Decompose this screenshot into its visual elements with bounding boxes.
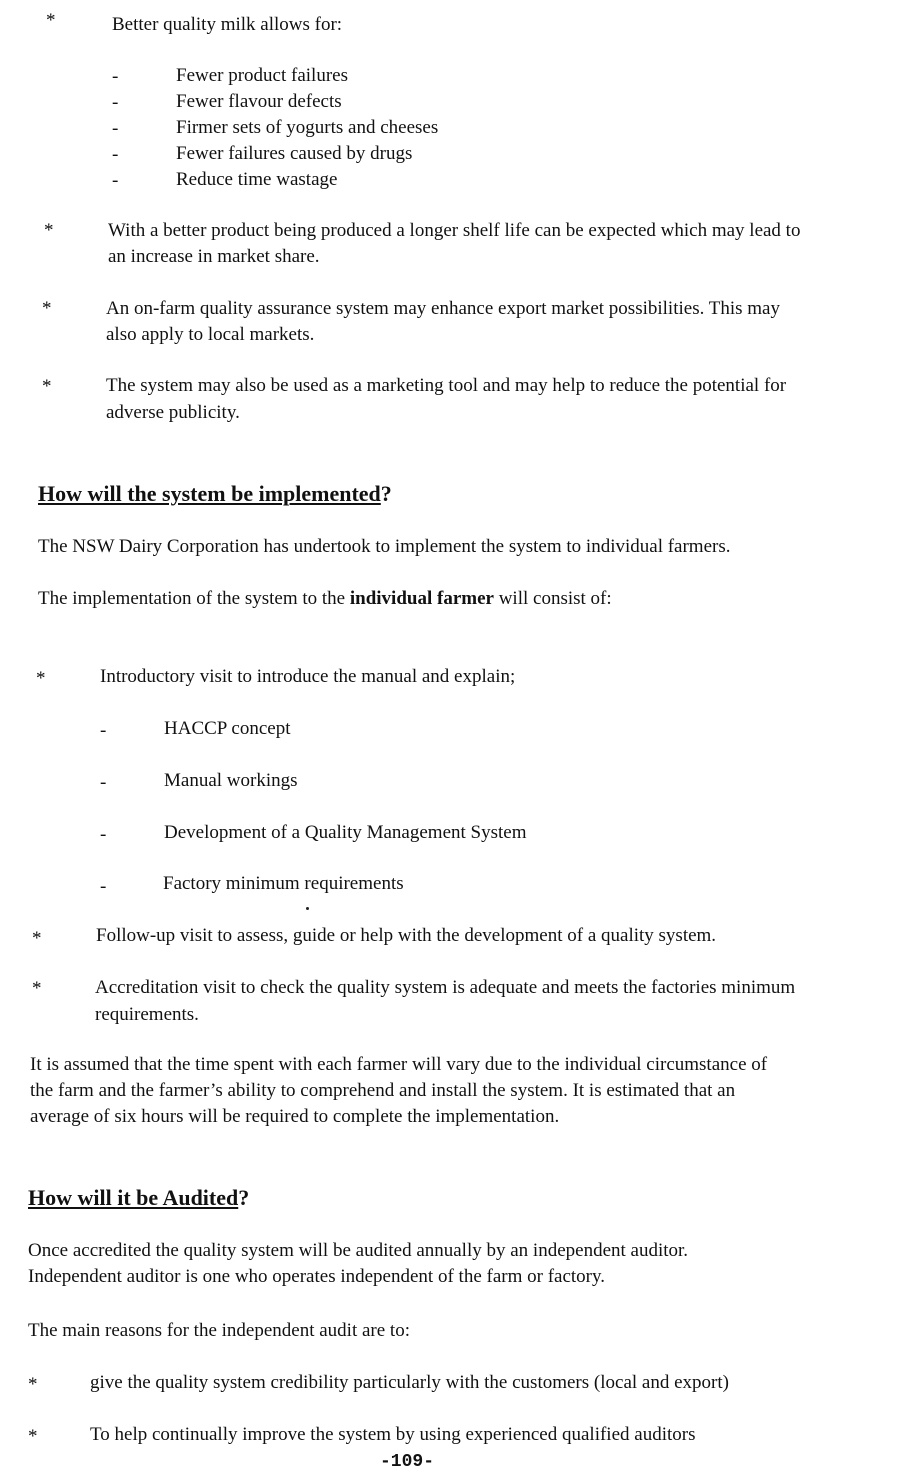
visit-item: Follow-up visit to assess, guide or help with the development of a quality system. xyxy=(96,925,717,946)
visit-item: Introductory visit to introduce the manual and explain; xyxy=(100,666,516,687)
bullet-star: * xyxy=(28,1374,38,1395)
bullet-star: * xyxy=(32,978,42,999)
list-item: HACCP concept xyxy=(164,718,291,739)
bullet-dash: - xyxy=(100,876,107,897)
stray-dot xyxy=(306,907,309,910)
paragraph: It is assumed that the time spent with each farmer will vary due to the individual circumstance of xyxy=(30,1054,768,1075)
heading-question-mark: ? xyxy=(238,1185,250,1210)
bullet-dash: - xyxy=(112,144,119,165)
bullet-dash: - xyxy=(100,772,107,793)
bullet-dash: - xyxy=(112,118,119,139)
benefit-text: With a better product being produced a longer shelf life can be expected which may lead to xyxy=(108,220,801,241)
list-item: Development of a Quality Management System xyxy=(164,822,527,843)
benefit-intro: Better quality milk allows for: xyxy=(112,14,343,35)
page-number: -109- xyxy=(380,1452,435,1472)
paragraph-text: will consist of: xyxy=(493,588,612,609)
benefit-text: also apply to local markets. xyxy=(106,324,315,345)
list-item: Fewer product failures xyxy=(176,65,348,86)
bullet-star: * xyxy=(46,10,56,31)
bullet-star: * xyxy=(44,220,54,241)
bullet-dash: - xyxy=(112,66,119,87)
paragraph-text: The implementation of the system to the xyxy=(38,588,350,609)
bullet-dash: - xyxy=(100,824,107,845)
bullet-dash: - xyxy=(112,170,119,191)
bullet-dash: - xyxy=(100,720,107,741)
heading-question-mark: ? xyxy=(380,481,392,506)
bullet-star: * xyxy=(32,928,42,949)
bullet-star: * xyxy=(28,1426,38,1447)
heading-text: How will it be Audited xyxy=(28,1185,239,1210)
bullet-star: * xyxy=(36,668,46,689)
benefit-text: adverse publicity. xyxy=(106,402,240,423)
list-item: Factory minimum requirements xyxy=(163,873,404,894)
reason-item: To help continually improve the system by using experienced qualified auditors xyxy=(90,1424,696,1445)
list-item: Fewer flavour defects xyxy=(176,91,342,112)
paragraph: Once accredited the quality system will be audited annually by an independent auditor. xyxy=(28,1240,689,1261)
benefit-text: An on-farm quality assurance system may enhance export market possibilities. This may xyxy=(106,298,780,319)
bullet-star: * xyxy=(42,376,52,397)
list-item: Fewer failures caused by drugs xyxy=(176,143,413,164)
paragraph: average of six hours will be required to complete the implementation. xyxy=(30,1106,560,1127)
reason-item: give the quality system credibility particularly with the customers (local and export) xyxy=(90,1372,729,1393)
paragraph: Independent auditor is one who operates independent of the farm or factory. xyxy=(28,1266,606,1287)
list-item: Reduce time wastage xyxy=(176,169,338,190)
emphasis-individual-farmer: individual farmer xyxy=(349,588,494,609)
section-heading-audit xyxy=(28,1184,249,1212)
bullet-dash: - xyxy=(112,92,119,113)
heading-text: How will the system be implemented xyxy=(38,481,381,506)
paragraph: The NSW Dairy Corporation has undertook to implement the system to individual farmers. xyxy=(38,536,731,557)
visit-item: Accreditation visit to check the quality system is adequate and meets the factories minimum xyxy=(95,977,796,998)
paragraph: The main reasons for the independent audit are to: xyxy=(28,1320,410,1341)
benefit-text: The system may also be used as a marketing tool and may help to reduce the potential for xyxy=(106,375,787,396)
benefit-text: an increase in market share. xyxy=(108,246,320,267)
bullet-star: * xyxy=(42,298,52,319)
visit-item: requirements. xyxy=(95,1004,199,1025)
list-item: Firmer sets of yogurts and cheeses xyxy=(176,117,439,138)
paragraph: the farm and the farmer’s ability to comprehend and install the system. It is estimated that an xyxy=(30,1080,736,1101)
list-item: Manual workings xyxy=(164,770,298,791)
paragraph xyxy=(38,586,612,612)
section-heading-implementation xyxy=(38,480,392,508)
